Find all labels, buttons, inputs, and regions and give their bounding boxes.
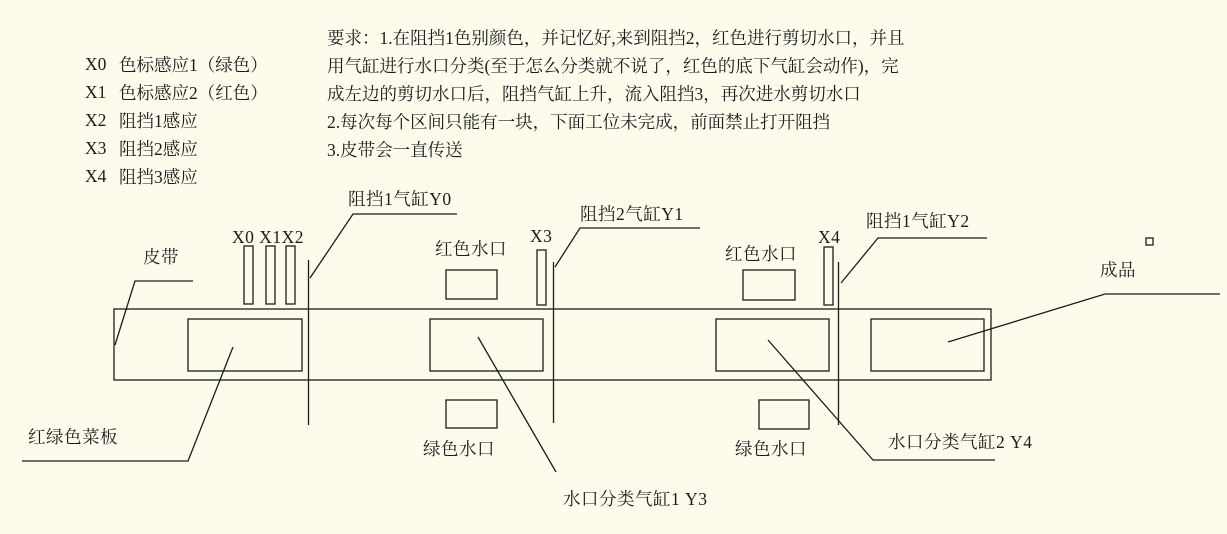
red-outlet-box-1: [446, 270, 497, 299]
legend-desc: 色标感应2（红色）: [119, 82, 268, 103]
requirements-line-3: 成左边的剪切水口后，阻挡气缸上升，流入阻挡3，再次进水剪切水口: [327, 84, 861, 104]
sensor-bar-x4: [824, 247, 833, 305]
legend-code: X1: [85, 81, 107, 102]
sensor-bar-x2: [286, 246, 295, 304]
stopper3-cylinder-leader-line: [841, 238, 987, 283]
x3-label: X3: [530, 226, 553, 246]
sensor-bar-x3: [537, 250, 546, 305]
belt-leader-line: [115, 281, 193, 345]
legend-row-x4: [85, 163, 268, 191]
red-outlet-label-2: 红色水口: [725, 244, 797, 264]
legend-desc: 阻挡1感应: [119, 110, 198, 131]
stopper1-cylinder-label: 阻挡1气缸Y0: [348, 189, 452, 209]
finished-goods-label: 成品: [1100, 260, 1136, 280]
legend-desc: 阻挡2感应: [119, 139, 198, 160]
legend-desc: 阻挡3感应: [119, 167, 198, 188]
requirements-line-4: 2.每次每个区间只能有一块，下面工位未完成，前面禁止打开阻挡: [327, 112, 831, 132]
green-outlet-label-1: 绿色水口: [423, 439, 495, 459]
legend-row-x0: [85, 50, 268, 78]
stopper2-cylinder-label: 阻挡2气缸Y1: [580, 204, 684, 224]
board-rect-4: [871, 319, 984, 371]
legend-row-x1: [85, 78, 268, 106]
requirements-line-2: 用气缸进行水口分类(至于怎么分类就不说了，红色的底下气缸会动作)，完: [327, 56, 899, 76]
requirements-line-1: 要求：1.在阻挡1色别颜色，并记忆好,来到阻挡2，红色进行剪切水口，并且: [327, 28, 905, 48]
legend-code: X3: [85, 138, 107, 159]
red-outlet-label-1: 红色水口: [435, 239, 507, 259]
green-outlet-box-2: [759, 400, 809, 429]
requirements-line-5: 3.皮带会一直传送: [327, 140, 463, 160]
legend-row-x2: [85, 106, 268, 134]
belt-label: 皮带: [143, 247, 179, 267]
green-outlet-label-2: 绿色水口: [735, 439, 807, 459]
legend-code: X2: [85, 109, 107, 130]
board-rect-1: [188, 319, 302, 371]
sensor-group-label: X0 X1X2: [232, 227, 305, 247]
sensor-bar-x1: [266, 246, 275, 304]
sorting-cylinder1-label: 水口分类气缸1 Y3: [563, 489, 708, 509]
sorting-cylinder2-label: 水口分类气缸2 Y4: [888, 432, 1033, 452]
legend-code: X4: [85, 166, 107, 187]
sensor-bar-x0: [244, 246, 253, 304]
finished-goods-leader-line: [948, 294, 1220, 342]
board-label: 红绿色菜板: [28, 427, 118, 447]
requirements-text: [327, 24, 1047, 164]
legend-code: X0: [85, 53, 107, 74]
legend-desc: 色标感应1（绿色）: [119, 54, 268, 75]
x4-label: X4: [818, 227, 841, 247]
stopper2-cylinder-leader-line: [555, 228, 700, 267]
io-legend: [85, 50, 268, 191]
board-rect-2: [430, 319, 543, 371]
stopper3-cylinder-label: 阻挡1气缸Y2: [866, 211, 970, 231]
small-square-marker: [1146, 238, 1153, 245]
green-outlet-box-1: [446, 400, 497, 428]
red-outlet-box-2: [743, 270, 795, 300]
legend-row-x3: [85, 135, 268, 163]
